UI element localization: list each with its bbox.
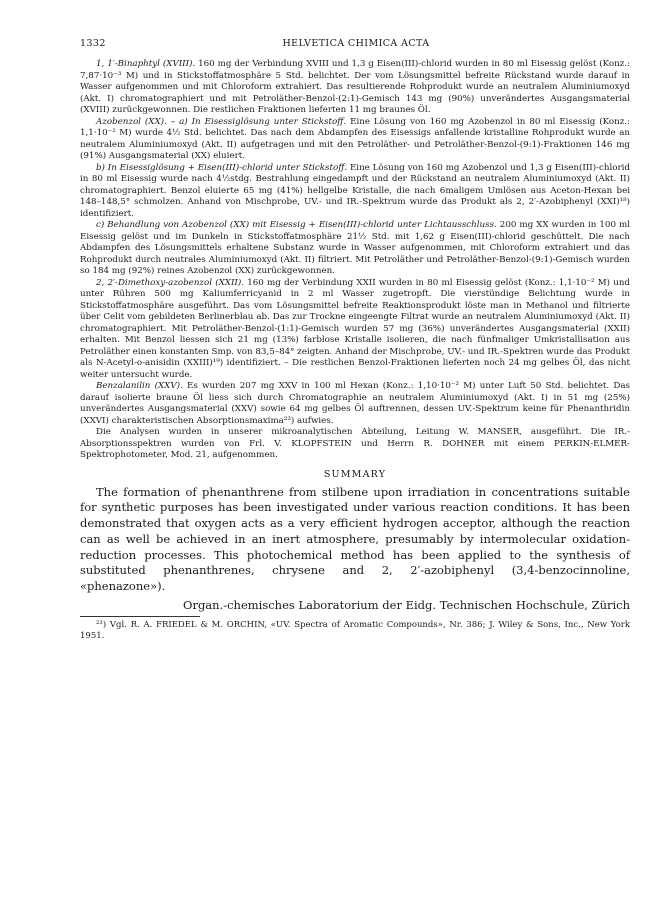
paragraph-azobenzol-c (80, 220, 630, 278)
paragraph-lead: c) Behandlung von Azobenzol (XX) mit Eisessig + Eisen(III)-chlorid unter Lichtausschluss. (96, 220, 497, 230)
paragraph-lead: 1, 1′-Binaphtyl (XVIII). (96, 59, 196, 69)
paragraph-text: 200 mg XX wurden in 100 ml Eisessig gelöst und im Dunkeln in Stickstoffatmosphäre 21½ Std. mit 1,62 g Eisen(III)-chlorid geschüttelt. Die nach Abdampfen des Lösungsmittels erhaltene Substanz wurde in Wasser aufgenommen, mit Chloroform extrahiert und das Rohprodukt durch neutrales Aluminiumoxyd (Akt. II) filtriert. Mit Petroläther und Petroläther-Benzol-(9:1)-Gemisch wurden so 184 mg (92%) reines Azobenzol (XX) zurückgewonnen. (80, 220, 630, 276)
footnote-23: ²³) Vgl. R. A. FRIEDEL & M. ORCHIN, «UV. Spectra of Aromatic Compounds», Nr. 386; J. Wiley & Sons, Inc., New York 1951. (80, 620, 630, 642)
journal-title: HELVETICA CHIMICA ACTA (282, 38, 430, 49)
paragraph-benzalanilin (80, 381, 630, 427)
paragraph-dimethoxy-azobenzol (80, 278, 630, 382)
summary-text: The formation of phenanthrene from stilbene upon irradiation in concentrations suitable for synthetic purposes has been investigated under various reaction conditions. It has been demonstrated that oxygen acts as a very efficient hydrogen acceptor, although the reaction can as well be achieved in an inert atmosphere, presumably by intermolecular oxidation-reduction processes. This photochemical method has been applied to the synthesis of substituted phenanthrenes, chrysene and 2, 2′-azobiphenyl (3,4-benzocinnoline, «phenazone»). (80, 484, 630, 594)
running-header (80, 38, 632, 56)
paragraph-azobenzol-a (80, 117, 630, 163)
paragraph-binaphtyl (80, 59, 630, 117)
paragraph-lead: Benzalanilin (XXV). (96, 381, 183, 391)
summary-heading: SUMMARY (323, 468, 387, 480)
paragraph-azobenzol-b (80, 163, 630, 221)
paragraph-lead: b) In Eisessiglösung + Eisen(III)-chlorid unter Stickstoff. (96, 162, 348, 173)
paragraph-text: Die Analysen wurden in unserer mikroanalytischen Abteilung, Leitung W. MANSER, ausgeführt. Die IR.-Absorptionsspektren wurden von Frl. V. KLOPFSTEIN und Herrn R. DOHNER mit einem PERKIN-ELMER-Spektrophotometer, Mod. 21, aufgenommen. (80, 427, 630, 460)
paragraph-text: 160 mg der Verbindung XVIII und 1,3 g Eisen(III)-chlorid wurden in 80 ml Eisessig gelöst (Konz.: 7,87·10⁻³ M) und in Stickstoffatmosphäre 5 Std. belichtet. Der vom Lösungsmittel befreite Rückstand wurde darauf in Wasser aufgenommen und mit Chloroform extrahiert. Das resultierende Rohprodukt wurde an neutralem Aluminiumoxyd (Akt. I) chromatographiert und mit Petroläther-Benzol-(2:1)-Gemisch 143 mg (90%) unverändertes Ausgangsmaterial (XVIII) zurückgewonnen. Die restlichen Fraktionen lieferten 11 mg braunes Öl. (80, 59, 631, 115)
article-body (80, 59, 630, 642)
paragraph-text: Eine Lösung von 160 mg Azobenzol und 1,3 g Eisen(III)-chlorid in 80 ml Eisessig wurde nach 4½stdg. Bestrahlung eingedampft und der Rückstand an neutralem Aluminiumoxyd (Akt. II) chromatographiert. Benzol eluierte 65 mg (41%) hellgelbe Kristalle, die nach 6maligem Umlösen aus Aceton-Hexan bei 148–148,5° schmolzen. Anhand von Mischprobe, UV.- und IR.-Spektrum wurde das Produkt als 2, 2′-Azobiphenyl (XXI)¹⁸) identifiziert. (80, 162, 630, 219)
page-number: 1332 (80, 38, 106, 49)
footnote-divider (80, 616, 200, 617)
paragraph-text: 160 mg der Verbindung XXII wurden in 80 ml Eisessig gelöst (Konz.: 1,1·10⁻² M) und unter Rühren 500 mg Kaliumferricyanid in 2 ml Wasser zugetropft. Die vierstündige Belichtung wurde in Stickstoffatmosphäre ausgeführt. Das vom Lösungsmittel befreite Reaktionsprodukt löste man in Methanol und filtrierte über Celit vom gebildeten Berlinerblau ab. Das zur Trockne eingeengte Filtrat wurde an neutralem Aluminiumoxyd (Akt. II) chromatographiert. Mit Petroläther-Benzol-(1:1)-Gemisch wurden 57 mg (36%) unverändertes Ausgangsmaterial (XXII) erhalten. Mit Benzol liessen sich 21 mg (13%) farblose Kristalle isolieren, die nach fünfmaliger Umkristallisation aus Petroläther einen konstanten Smp. von 83,5–84° zeigten. Anhand der Mischprobe, UV.- und IR.-Spektren wurde das Produkt als N-Acetyl-o-anisidin (XXIII)¹⁹) identifiziert. – Die restlichen Benzol-Fraktionen lieferten noch 24 mg gelbes Öl, das nicht weiter untersucht wurde. (80, 277, 630, 380)
paragraph-acknowledgements (80, 427, 630, 462)
paragraph-lead: 2, 2′-Dimethoxy-azobenzol (XXII). (96, 277, 245, 288)
paragraph-text: Es wurden 207 mg XXV in 100 ml Hexan (Konz.: 1,10·10⁻² M) unter Luft 50 Std. belichtet. Das darauf isolierte braune Öl liess sich durch Chromatographie an neutralem Aluminiumoxyd (Akt. I) in 51 mg (25%) unverändertes Ausgangsmaterial (XXV) sowie 64 mg gelbes Öl auftrennen, dessen UV.-Spektrum keine für Phenanthridin (XXVI) charakteristischen Absorptionsmaxima²³) aufwies. (80, 381, 630, 426)
paragraph-text: Eine Lösung von 160 mg Azobenzol in 80 ml Eisessig (Konz.: 1,1·10⁻² M) wurde 4½ Std. belichtet. Das nach dem Abdampfen des Eisessigs anfallende kristalline Rohprodukt wurde an neutralem Aluminiumoxyd (Akt. II) aufgetragen und mit den Petroläther- und Petroläther-Benzol-(9:1)-Fraktionen 146 mg (91%) Ausgangsmaterial (XX) eluiert. (80, 116, 630, 161)
affiliation: Organ.-chemisches Laboratorium der Eidg. Technischen Hochschule, Zürich (183, 598, 630, 613)
paragraph-lead: Azobenzol (XX). – a) In Eisessiglösung unter Stickstoff. (96, 116, 347, 127)
